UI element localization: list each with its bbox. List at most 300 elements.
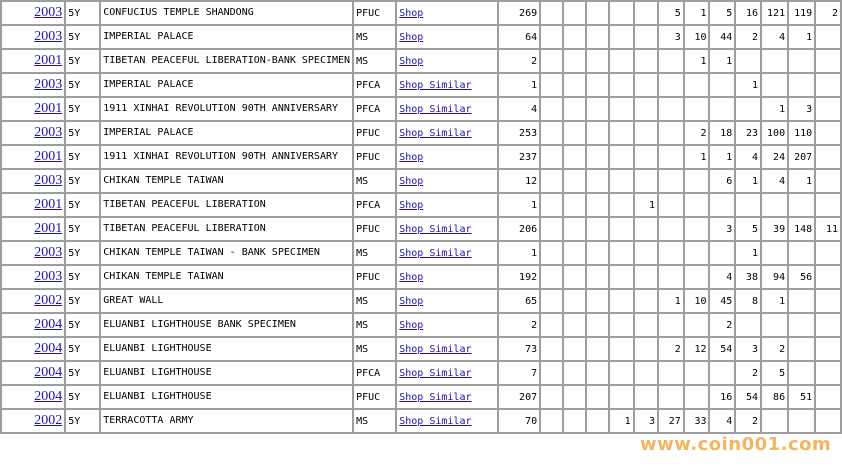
grade-count-cell	[563, 241, 586, 265]
shop-link[interactable]: Shop Similar	[399, 103, 472, 115]
total-cell: 192	[498, 265, 541, 289]
description-cell: CONFUCIUS TEMPLE SHANDONG	[100, 1, 353, 25]
grade-count-cell: 16	[735, 1, 761, 25]
grade-count-cell	[609, 385, 633, 409]
grade-count-cell: 1	[788, 169, 815, 193]
table-row	[1, 313, 841, 337]
grade-count-cell	[684, 265, 710, 289]
grade-cell: MS	[353, 49, 396, 73]
table-row	[1, 409, 841, 433]
year-link[interactable]: 2003	[34, 125, 63, 140]
grade-count-cell	[761, 313, 788, 337]
series-cell: 5Y	[65, 337, 100, 361]
series-cell: 5Y	[65, 49, 100, 73]
grade-count-cell	[815, 409, 841, 433]
grade-count-cell: 8	[735, 289, 761, 313]
series-cell: 5Y	[65, 97, 100, 121]
grade-count-cell	[684, 241, 710, 265]
shop-cell	[396, 193, 497, 217]
table-row	[1, 385, 841, 409]
series-cell: 5Y	[65, 241, 100, 265]
grade-count-cell	[788, 337, 815, 361]
year-cell	[1, 25, 65, 49]
grade-count-cell: 12	[684, 337, 710, 361]
grade-count-cell	[586, 97, 609, 121]
year-link[interactable]: 2003	[34, 173, 63, 188]
grade-cell: PFCA	[353, 97, 396, 121]
grade-count-cell: 148	[788, 217, 815, 241]
grade-count-cell	[540, 409, 563, 433]
grade-count-cell	[634, 385, 658, 409]
grade-count-cell: 2	[735, 25, 761, 49]
description-cell: TERRACOTTA ARMY	[100, 409, 353, 433]
shop-link[interactable]: Shop	[399, 271, 424, 283]
grade-count-cell	[815, 289, 841, 313]
grade-count-cell	[563, 337, 586, 361]
table-row	[1, 169, 841, 193]
grade-count-cell	[540, 337, 563, 361]
grade-count-cell	[815, 97, 841, 121]
total-cell: 1	[498, 241, 541, 265]
table-row	[1, 241, 841, 265]
shop-link[interactable]: Shop	[399, 31, 424, 43]
grade-count-cell	[586, 169, 609, 193]
grade-count-cell	[540, 25, 563, 49]
series-cell: 5Y	[65, 265, 100, 289]
shop-link[interactable]: Shop Similar	[399, 127, 472, 139]
description-cell: TIBETAN PEACEFUL LIBERATION	[100, 193, 353, 217]
shop-link[interactable]: Shop Similar	[399, 79, 472, 91]
grade-count-cell	[540, 193, 563, 217]
year-cell	[1, 409, 65, 433]
shop-link[interactable]: Shop	[399, 295, 424, 307]
grade-count-cell: 45	[709, 289, 735, 313]
grade-count-cell	[634, 121, 658, 145]
grade-count-cell: 3	[788, 97, 815, 121]
grade-count-cell	[540, 145, 563, 169]
grade-count-cell: 4	[709, 265, 735, 289]
grade-count-cell	[586, 241, 609, 265]
year-cell	[1, 97, 65, 121]
grade-count-cell	[563, 145, 586, 169]
series-cell: 5Y	[65, 193, 100, 217]
grade-count-cell	[815, 73, 841, 97]
year-link[interactable]: 2003	[34, 29, 63, 44]
year-link[interactable]: 2003	[34, 5, 63, 20]
grade-count-cell	[586, 1, 609, 25]
grade-count-cell	[634, 25, 658, 49]
year-link[interactable]: 2001	[34, 197, 63, 212]
grade-count-cell	[788, 49, 815, 73]
shop-link[interactable]: Shop	[399, 151, 424, 163]
grade-cell: PFUC	[353, 121, 396, 145]
grade-count-cell	[609, 361, 633, 385]
grade-count-cell	[658, 217, 684, 241]
shop-cell	[396, 241, 497, 265]
grade-count-cell: 110	[788, 121, 815, 145]
grade-count-cell: 44	[709, 25, 735, 49]
grade-count-cell	[586, 73, 609, 97]
grade-count-cell	[709, 73, 735, 97]
grade-count-cell	[634, 361, 658, 385]
grade-count-cell: 6	[709, 169, 735, 193]
shop-link[interactable]: Shop	[399, 199, 424, 211]
grade-count-cell: 4	[761, 25, 788, 49]
grade-count-cell: 1	[735, 241, 761, 265]
year-cell	[1, 337, 65, 361]
grade-count-cell	[684, 193, 710, 217]
grade-count-cell: 39	[761, 217, 788, 241]
year-link[interactable]: 2001	[34, 221, 63, 236]
year-link[interactable]: 2004	[34, 317, 63, 332]
grade-count-cell	[563, 193, 586, 217]
grade-count-cell	[815, 361, 841, 385]
year-cell	[1, 49, 65, 73]
shop-cell	[396, 73, 497, 97]
grade-count-cell: 4	[709, 409, 735, 433]
description-cell: TIBETAN PEACEFUL LIBERATION-BANK SPECIMEN	[100, 49, 353, 73]
total-cell: 12	[498, 169, 541, 193]
table-row	[1, 121, 841, 145]
description-cell: ELUANBI LIGHTHOUSE	[100, 385, 353, 409]
grade-count-cell: 5	[735, 217, 761, 241]
grade-cell: PFUC	[353, 385, 396, 409]
grade-count-cell: 119	[788, 1, 815, 25]
year-link[interactable]: 2001	[34, 53, 63, 68]
grade-count-cell	[788, 313, 815, 337]
grade-count-cell	[735, 97, 761, 121]
grade-count-cell: 54	[735, 385, 761, 409]
grade-count-cell	[586, 121, 609, 145]
grade-count-cell	[586, 361, 609, 385]
total-cell: 4	[498, 97, 541, 121]
table-row	[1, 73, 841, 97]
grade-cell: MS	[353, 337, 396, 361]
shop-link[interactable]: Shop Similar	[399, 391, 472, 403]
grade-count-cell	[563, 409, 586, 433]
grade-count-cell: 33	[684, 409, 710, 433]
grade-count-cell	[609, 289, 633, 313]
grade-count-cell	[563, 73, 586, 97]
grade-count-cell	[709, 241, 735, 265]
grade-count-cell	[634, 289, 658, 313]
year-link[interactable]: 2003	[34, 245, 63, 260]
grade-count-cell	[540, 121, 563, 145]
year-cell	[1, 169, 65, 193]
grade-count-cell	[609, 169, 633, 193]
grade-count-cell	[540, 73, 563, 97]
grade-count-cell	[586, 217, 609, 241]
grade-count-cell: 5	[658, 1, 684, 25]
description-cell: 1911 XINHAI REVOLUTION 90TH ANNIVERSARY	[100, 97, 353, 121]
grade-cell: MS	[353, 313, 396, 337]
grade-count-cell	[735, 49, 761, 73]
grade-count-cell	[609, 337, 633, 361]
grade-count-cell	[563, 1, 586, 25]
grade-count-cell	[658, 121, 684, 145]
year-cell	[1, 313, 65, 337]
shop-link[interactable]: Shop Similar	[399, 343, 472, 355]
total-cell: 269	[498, 1, 541, 25]
grade-count-cell	[563, 121, 586, 145]
table-row	[1, 361, 841, 385]
series-cell: 5Y	[65, 217, 100, 241]
grade-count-cell	[609, 73, 633, 97]
grade-count-cell	[609, 121, 633, 145]
series-cell: 5Y	[65, 1, 100, 25]
description-cell: ELUANBI LIGHTHOUSE	[100, 361, 353, 385]
shop-cell	[396, 385, 497, 409]
grade-count-cell	[815, 313, 841, 337]
grade-count-cell: 1	[609, 409, 633, 433]
year-link[interactable]: 2003	[34, 269, 63, 284]
shop-cell	[396, 121, 497, 145]
total-cell: 73	[498, 337, 541, 361]
description-cell: GREAT WALL	[100, 289, 353, 313]
total-cell: 207	[498, 385, 541, 409]
grade-count-cell	[815, 337, 841, 361]
grade-count-cell	[815, 121, 841, 145]
grade-count-cell	[563, 169, 586, 193]
grade-count-cell: 1	[761, 289, 788, 313]
shop-link[interactable]: Shop	[399, 7, 424, 19]
grade-cell: PFCA	[353, 193, 396, 217]
description-cell: CHIKAN TEMPLE TAIWAN	[100, 265, 353, 289]
grade-count-cell	[788, 73, 815, 97]
table-row	[1, 289, 841, 313]
grade-count-cell	[586, 313, 609, 337]
series-cell: 5Y	[65, 313, 100, 337]
grade-count-cell	[658, 169, 684, 193]
grade-count-cell: 24	[761, 145, 788, 169]
grade-count-cell: 10	[684, 289, 710, 313]
table-row	[1, 97, 841, 121]
total-cell: 64	[498, 25, 541, 49]
shop-cell	[396, 313, 497, 337]
grade-count-cell: 27	[658, 409, 684, 433]
year-link[interactable]: 2004	[34, 365, 63, 380]
grade-count-cell	[563, 217, 586, 241]
grade-count-cell	[788, 409, 815, 433]
grade-count-cell	[563, 361, 586, 385]
grade-count-cell	[634, 1, 658, 25]
grade-count-cell	[735, 193, 761, 217]
table-row	[1, 25, 841, 49]
grade-count-cell: 100	[761, 121, 788, 145]
grade-cell: MS	[353, 409, 396, 433]
shop-cell	[396, 1, 497, 25]
grade-count-cell	[634, 241, 658, 265]
shop-cell	[396, 337, 497, 361]
series-cell: 5Y	[65, 121, 100, 145]
grade-count-cell	[609, 97, 633, 121]
year-cell	[1, 217, 65, 241]
grade-count-cell: 18	[709, 121, 735, 145]
grade-count-cell	[540, 289, 563, 313]
grade-count-cell: 38	[735, 265, 761, 289]
shop-link[interactable]: Shop	[399, 319, 424, 331]
grade-count-cell: 2	[815, 1, 841, 25]
grade-count-cell	[658, 385, 684, 409]
year-cell	[1, 1, 65, 25]
grade-cell: PFCA	[353, 361, 396, 385]
year-cell	[1, 289, 65, 313]
grade-count-cell: 2	[735, 409, 761, 433]
shop-link[interactable]: Shop Similar	[399, 223, 472, 235]
shop-link[interactable]: Shop	[399, 175, 424, 187]
grade-count-cell: 121	[761, 1, 788, 25]
grade-count-cell	[609, 49, 633, 73]
grade-count-cell	[586, 385, 609, 409]
grade-count-cell	[684, 169, 710, 193]
grade-count-cell	[658, 361, 684, 385]
grade-count-cell	[761, 73, 788, 97]
grade-count-cell: 2	[709, 313, 735, 337]
year-link[interactable]: 2002	[34, 413, 63, 428]
table-row	[1, 193, 841, 217]
grade-count-cell	[563, 313, 586, 337]
year-link[interactable]: 2001	[34, 101, 63, 116]
total-cell: 1	[498, 73, 541, 97]
grade-count-cell: 11	[815, 217, 841, 241]
grade-count-cell	[634, 97, 658, 121]
grade-count-cell	[658, 313, 684, 337]
year-link[interactable]: 2004	[34, 341, 63, 356]
shop-cell	[396, 409, 497, 433]
grade-count-cell	[586, 193, 609, 217]
shop-link[interactable]: Shop Similar	[399, 415, 472, 427]
total-cell: 7	[498, 361, 541, 385]
year-link[interactable]: 2001	[34, 149, 63, 164]
grade-cell: PFUC	[353, 1, 396, 25]
series-cell: 5Y	[65, 289, 100, 313]
grade-cell: PFCA	[353, 73, 396, 97]
grade-count-cell: 4	[761, 169, 788, 193]
grade-count-cell	[788, 289, 815, 313]
grade-count-cell	[540, 49, 563, 73]
grade-count-cell: 1	[735, 73, 761, 97]
grade-count-cell	[815, 193, 841, 217]
year-link[interactable]: 2002	[34, 293, 63, 308]
grade-count-cell	[586, 337, 609, 361]
grade-count-cell	[634, 313, 658, 337]
year-cell	[1, 265, 65, 289]
series-cell: 5Y	[65, 409, 100, 433]
series-cell: 5Y	[65, 73, 100, 97]
grade-count-cell	[658, 49, 684, 73]
grade-count-cell	[586, 289, 609, 313]
grade-count-cell	[586, 145, 609, 169]
grade-count-cell	[709, 193, 735, 217]
grade-count-cell	[815, 145, 841, 169]
grade-count-cell	[563, 265, 586, 289]
grade-count-cell: 1	[761, 97, 788, 121]
grade-count-cell	[735, 313, 761, 337]
grade-count-cell: 16	[709, 385, 735, 409]
grade-count-cell	[658, 241, 684, 265]
grade-count-cell: 2	[761, 337, 788, 361]
grade-count-cell	[658, 145, 684, 169]
year-link[interactable]: 2004	[34, 389, 63, 404]
grade-count-cell: 1	[709, 49, 735, 73]
grade-count-cell	[609, 1, 633, 25]
year-link[interactable]: 2003	[34, 77, 63, 92]
total-cell: 206	[498, 217, 541, 241]
grade-count-cell	[609, 241, 633, 265]
grade-count-cell: 1	[634, 193, 658, 217]
grade-count-cell: 86	[761, 385, 788, 409]
grade-count-cell	[658, 265, 684, 289]
shop-cell	[396, 49, 497, 73]
grade-count-cell	[761, 241, 788, 265]
site-watermark: www.coin001.com	[640, 434, 832, 455]
grade-count-cell: 1	[658, 289, 684, 313]
total-cell: 237	[498, 145, 541, 169]
grade-count-cell	[658, 193, 684, 217]
year-cell	[1, 73, 65, 97]
grade-count-cell	[815, 265, 841, 289]
table-row	[1, 49, 841, 73]
grade-count-cell: 56	[788, 265, 815, 289]
shop-link[interactable]: Shop	[399, 55, 424, 67]
grade-count-cell	[609, 193, 633, 217]
grade-count-cell	[684, 73, 710, 97]
total-cell: 65	[498, 289, 541, 313]
grade-count-cell	[658, 73, 684, 97]
grade-count-cell	[634, 73, 658, 97]
grade-count-cell	[761, 409, 788, 433]
grade-count-cell	[563, 289, 586, 313]
grade-count-cell: 4	[735, 145, 761, 169]
grade-count-cell: 3	[735, 337, 761, 361]
shop-link[interactable]: Shop Similar	[399, 367, 472, 379]
grade-count-cell	[563, 97, 586, 121]
grade-count-cell: 1	[684, 49, 710, 73]
grade-count-cell	[709, 361, 735, 385]
year-cell	[1, 361, 65, 385]
grade-count-cell	[540, 361, 563, 385]
grade-cell: MS	[353, 169, 396, 193]
grade-cell: PFUC	[353, 145, 396, 169]
grade-count-cell	[540, 385, 563, 409]
grade-count-cell	[761, 49, 788, 73]
grade-count-cell	[586, 265, 609, 289]
total-cell: 1	[498, 193, 541, 217]
grade-count-cell	[815, 169, 841, 193]
series-cell: 5Y	[65, 385, 100, 409]
description-cell: CHIKAN TEMPLE TAIWAN	[100, 169, 353, 193]
grade-count-cell	[815, 25, 841, 49]
grade-count-cell	[586, 25, 609, 49]
shop-cell	[396, 169, 497, 193]
grade-count-cell: 23	[735, 121, 761, 145]
shop-cell	[396, 265, 497, 289]
grade-count-cell: 1	[735, 169, 761, 193]
shop-cell	[396, 361, 497, 385]
series-cell: 5Y	[65, 361, 100, 385]
grade-count-cell	[609, 145, 633, 169]
total-cell: 70	[498, 409, 541, 433]
grade-count-cell	[684, 97, 710, 121]
grade-count-cell	[563, 385, 586, 409]
description-cell: TIBETAN PEACEFUL LIBERATION	[100, 217, 353, 241]
table-row	[1, 337, 841, 361]
shop-link[interactable]: Shop Similar	[399, 247, 472, 259]
grade-count-cell	[540, 265, 563, 289]
total-cell: 2	[498, 49, 541, 73]
table-row	[1, 1, 841, 25]
grade-cell: MS	[353, 289, 396, 313]
